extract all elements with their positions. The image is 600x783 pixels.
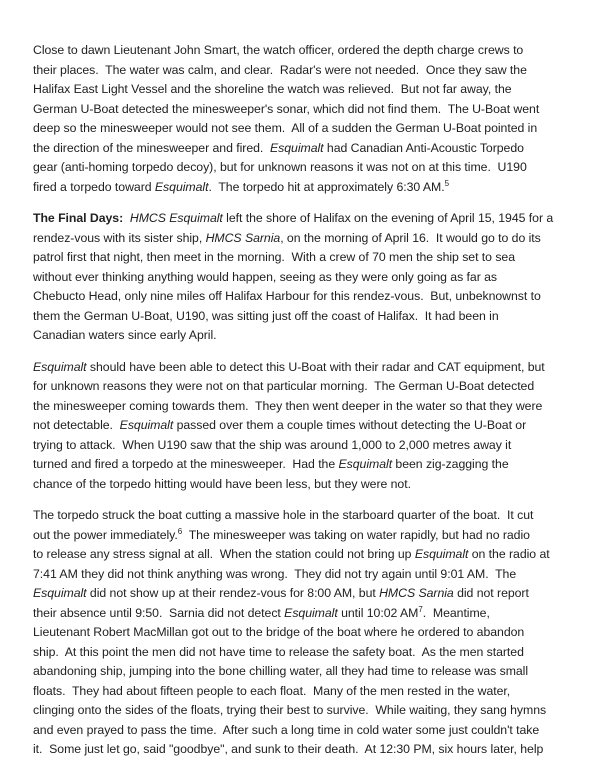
- text-run: HMCS Esquimalt: [129, 211, 223, 225]
- text-run: passed over them a couple times without detecting the U-Boat or: [173, 418, 527, 432]
- text-run: the minesweeper coming towards them. They then went deeper in the water so that they were: [33, 398, 543, 413]
- text-run: should have been able to detect this U-Boat with their radar and CAT equipment, but: [86, 359, 545, 374]
- text-line: [33, 41, 573, 61]
- text-line: [33, 100, 573, 120]
- text-line: [33, 139, 573, 159]
- text-run: Close to dawn Lieutenant John Smart, the watch officer, ordered the depth charge crews to: [33, 43, 524, 57]
- text-run: Esquimalt: [154, 179, 209, 194]
- text-run: turned and fired a torpedo at the minesweeper. Had the: [33, 457, 339, 471]
- text-run: Chebucto Head, only nine miles off Halifax Harbour for this rendez-vous. But, unbeknownst to: [33, 289, 541, 303]
- text-run: did not report: [453, 586, 529, 600]
- text-run: patrol first that night, then meet in the morning. With a crew of 70 men the ship set to sea: [33, 250, 516, 264]
- text-run: not detectable.: [33, 418, 120, 432]
- text-run: for unknown reasons they were not on that particular morning. The German U-Boat detected: [33, 379, 535, 393]
- text-run: Esquimalt: [119, 418, 174, 432]
- document-body: [33, 41, 573, 772]
- text-run: abandoning ship, jumping into the bone chilling water, all they had time to release was small: [33, 664, 529, 678]
- text-run: clinging onto the sides of the floats, trying their best to survive. While waiting, they sang hymns: [33, 703, 547, 717]
- text-run: had Canadian Anti-Acoustic Torpedo: [323, 140, 524, 155]
- text-run: out the power immediately.: [33, 527, 178, 542]
- text-run: them the German U-Boat, U190, was sitting just off the coast of Halifax. It had been in: [33, 308, 499, 323]
- text-run: to release any stress signal at all. When the station could not bring up: [33, 547, 415, 561]
- paragraph-3: [33, 358, 573, 495]
- text-line: [33, 178, 573, 198]
- text-run: and even prayed to pass the time. After such a long time in cold water some just couldn't take: [33, 722, 540, 737]
- text-run: ship. At this point the men did not have time to release the safety boat. As the men started: [33, 644, 524, 659]
- text-line: [33, 326, 573, 346]
- text-run: Esquimalt: [33, 359, 87, 374]
- text-run: Esquimalt: [270, 140, 324, 155]
- text-line: [33, 209, 573, 229]
- text-line: [33, 701, 573, 721]
- text-line: [33, 721, 573, 741]
- text-line: [33, 287, 573, 307]
- text-line: [33, 623, 573, 643]
- text-run: the direction of the minesweeper and fired.: [33, 140, 270, 155]
- text-run: on the radio at: [468, 547, 550, 561]
- paragraph-4: [33, 506, 573, 760]
- text-line: [33, 119, 573, 139]
- text-run: The torpedo struck the boat cutting a massive hole in the starboard quarter of the boat. It cut: [33, 508, 534, 522]
- text-run: Lieutenant Robert MacMillan got out to the bridge of the boat where he ordered to abandon: [33, 625, 525, 639]
- text-run: deep so the minesweeper would not see them. All of a sudden the German U-Boat pointed in: [33, 121, 538, 135]
- text-run: [123, 211, 130, 225]
- text-run: . The torpedo hit at approximately 6:30 AM.: [208, 179, 445, 194]
- text-run: floats. They had about fifteen people to each float. Many of the men rested in the water,: [33, 683, 511, 698]
- text-line: [33, 377, 573, 397]
- text-line: [33, 229, 573, 249]
- text-line: [33, 584, 573, 604]
- text-run: Esquimalt: [33, 586, 87, 600]
- text-run: Esquimalt: [414, 547, 469, 561]
- text-line: [33, 662, 573, 682]
- paragraph-2: [33, 209, 573, 346]
- text-line: [33, 682, 573, 702]
- text-run: without ever thinking anything would happen, seeing as they were only going as far as: [33, 269, 498, 284]
- text-line: [33, 268, 573, 288]
- text-line: [33, 643, 573, 663]
- paragraph-1: [33, 41, 573, 197]
- text-line: [33, 397, 573, 417]
- text-run: did not show up at their rendez-vous for 8:00 AM, but: [86, 586, 380, 600]
- text-line: [33, 307, 573, 327]
- text-line: [33, 80, 573, 100]
- text-line: [33, 248, 573, 268]
- text-run: Esquimalt: [338, 457, 393, 471]
- text-run: it. Some just let go, said "goodbye", and sunk to their death. At 12:30 PM, six hours later, help: [33, 742, 544, 756]
- text-run: until 10:02 AM: [337, 605, 419, 620]
- text-line: [33, 436, 573, 456]
- text-run: , on the morning of April 16. It would go to do its: [280, 230, 541, 245]
- text-run: fired a torpedo toward: [33, 179, 155, 194]
- text-line: [33, 506, 573, 526]
- text-line: [33, 455, 573, 475]
- text-line: [33, 740, 573, 760]
- text-line: [33, 416, 573, 436]
- text-line: [33, 158, 573, 178]
- text-run: HMCS Sarnia: [205, 230, 281, 245]
- text-run: their places. The water was calm, and clear. Radar's were not needed. Once they saw the: [33, 62, 527, 77]
- text-run: been zig-zagging the: [392, 457, 509, 471]
- text-run: rendez-vous with its sister ship,: [33, 230, 206, 245]
- text-run: left the shore of Halifax on the evening of April 15, 1945 for a: [222, 211, 554, 225]
- text-run: their absence until 9:50. Sarnia did not detect: [33, 605, 285, 620]
- text-run: German U-Boat detected the minesweeper's sonar, which did not find them. The U-Boat went: [33, 101, 540, 116]
- text-run: Canadian waters since early April.: [33, 328, 217, 342]
- text-run: Halifax East Light Vessel and the shoreline the watch was relieved. But not far away, the: [33, 82, 512, 96]
- footnote-ref: 5: [444, 179, 450, 188]
- text-line: [33, 545, 573, 565]
- text-run: The Final Days:: [33, 211, 124, 225]
- text-run: chance of the torpedo hitting would have been less, but they were not.: [33, 476, 411, 491]
- text-line: [33, 358, 573, 378]
- text-run: Esquimalt: [284, 605, 338, 620]
- text-run: . Meantime,: [422, 605, 490, 620]
- footnote-ref: 6: [177, 527, 183, 536]
- footnote-ref: 7: [418, 605, 423, 614]
- text-line: [33, 565, 573, 585]
- text-run: HMCS Sarnia: [379, 586, 454, 600]
- text-line: [33, 475, 573, 495]
- text-line: [33, 61, 573, 81]
- text-line: [33, 526, 573, 546]
- text-run: The minesweeper was taking on water rapidly, but had no radio: [182, 527, 530, 542]
- text-run: gear (anti-homing torpedo decoy), but for unknown reasons it was not on at this time. U190: [33, 160, 527, 174]
- text-run: trying to attack. When U190 saw that the ship was around 1,000 to 2,000 metres away it: [33, 437, 512, 452]
- text-line: [33, 604, 573, 624]
- text-run: 7:41 AM they did not think anything was wrong. They did not try again until 9:01 AM. The: [33, 566, 517, 581]
